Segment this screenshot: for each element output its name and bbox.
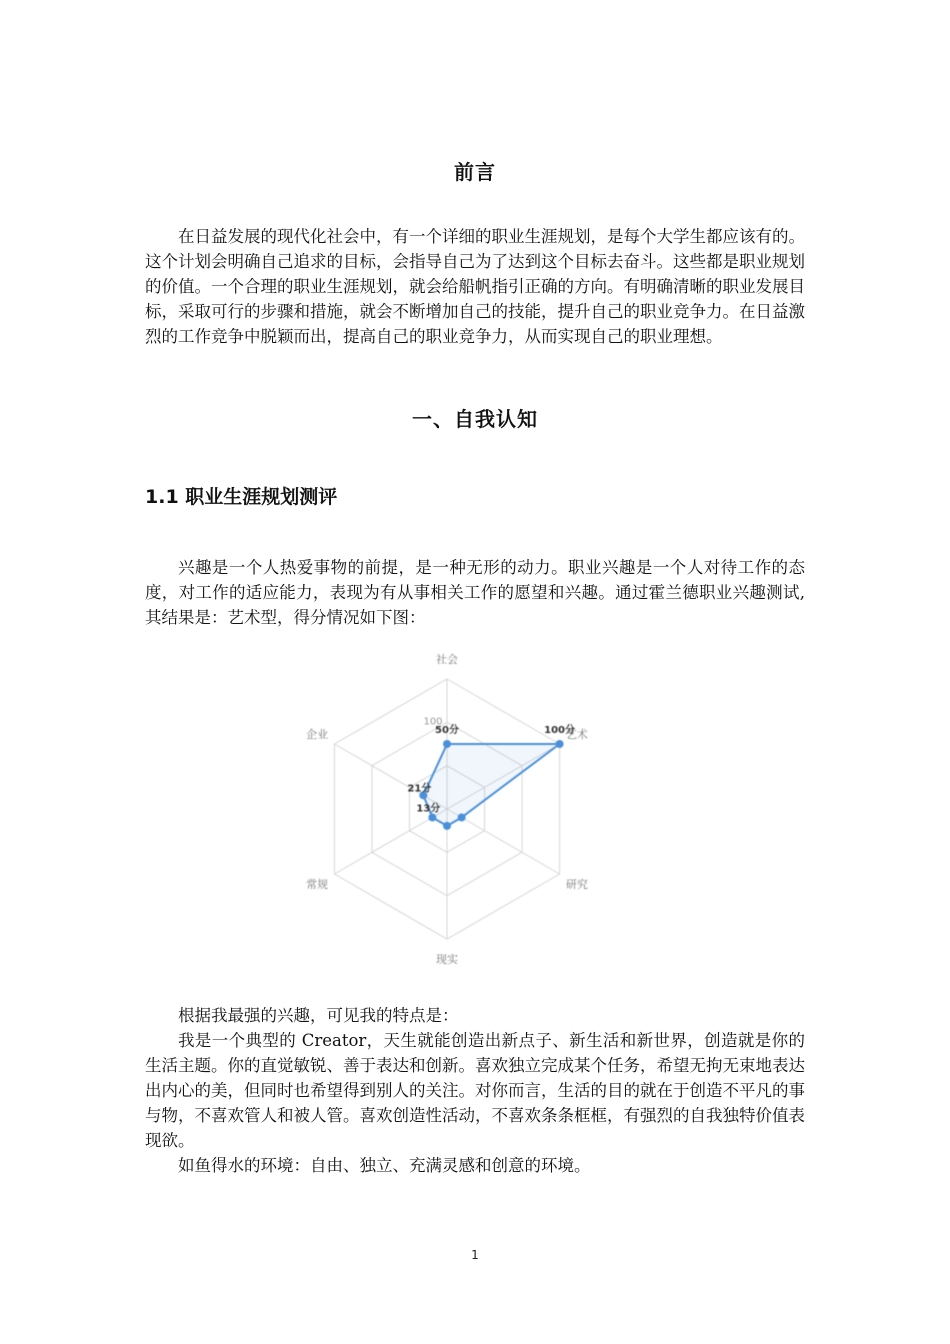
environment-paragraph: 如鱼得水的环境：自由、独立、充满灵感和创意的环境。 bbox=[178, 1156, 591, 1175]
radar-axis-label: 艺术 bbox=[565, 728, 588, 741]
holland-radar-chart bbox=[300, 653, 600, 970]
radar-data-label: 50分 bbox=[435, 725, 459, 736]
radar-scale-label: 100 bbox=[423, 716, 443, 728]
intro-paragraph: 在日益发展的现代化社会中，有一个详细的职业生涯规划，是每个大学生都应该有的。这个计划会明确自己追求的目标，会指导自己为了达到这个目标去奋斗。这些都是职业规划的价值。一个合理的职业生涯规划，就会给船帆指引正确的方向。有明确清晰的职业发展目标，采取可行的步骤和措施，就会不断增加自己的技能，提升自己的职业竞争力。在日益激烈的工作竞争中脱颖而出，提高自己的职业竞争力，从而实现自己的职业理想。 bbox=[145, 227, 805, 346]
radar-axis-label: 现实 bbox=[436, 953, 458, 966]
subsection-title-assessment: 1.1 职业生涯规划测评 bbox=[145, 486, 338, 508]
radar-data-label: 100分 bbox=[544, 725, 576, 736]
radar-data-point bbox=[556, 740, 564, 748]
interest-paragraph: 兴趣是一个人热爱事物的前提，是一种无形的动力。职业兴趣是一个人对待工作的态度，对工作的适应能力，表现为有从事相关工作的愿望和兴趣。通过霍兰德职业兴趣测试, 其结果是：艺术型，得分情况如下图： bbox=[145, 558, 805, 627]
features-lead-paragraph: 根据我最强的兴趣，可见我的特点是： bbox=[178, 1006, 459, 1025]
creator-paragraph: 我是一个典型的 Creator，天生就能创造出新点子、新生活和新世界，创造就是你的生活主题。你的直觉敏锐、善于表达和创新。喜欢独立完成某个任务，希望无拘无束地表达出内心的美，但同时也希望得到别人的关注。对你而言，生活的目的就在于创造不平凡的事与物，不喜欢管人和被人管。喜欢创造性活动，不喜欢条条框框，有强烈的自我独特价值表现欲。 bbox=[145, 1031, 805, 1150]
preface-title: 前言 bbox=[454, 160, 496, 184]
radar-data-point bbox=[458, 813, 466, 821]
radar-data-point bbox=[428, 813, 436, 821]
radar-axis-label: 企业 bbox=[306, 728, 329, 741]
radar-data-label: 21分 bbox=[407, 783, 432, 795]
radar-data-point bbox=[443, 822, 451, 830]
page-number: 1 bbox=[471, 1248, 479, 1262]
radar-data-label: 13分 bbox=[416, 803, 441, 815]
radar-axis-label: 常规 bbox=[306, 878, 329, 891]
section-title-self-awareness: 一、自我认知 bbox=[412, 407, 538, 431]
radar-series-shape bbox=[423, 744, 559, 826]
radar-data-point bbox=[443, 740, 451, 748]
radar-axis-label: 研究 bbox=[565, 878, 588, 891]
radar-axis-label: 社会 bbox=[436, 653, 458, 666]
